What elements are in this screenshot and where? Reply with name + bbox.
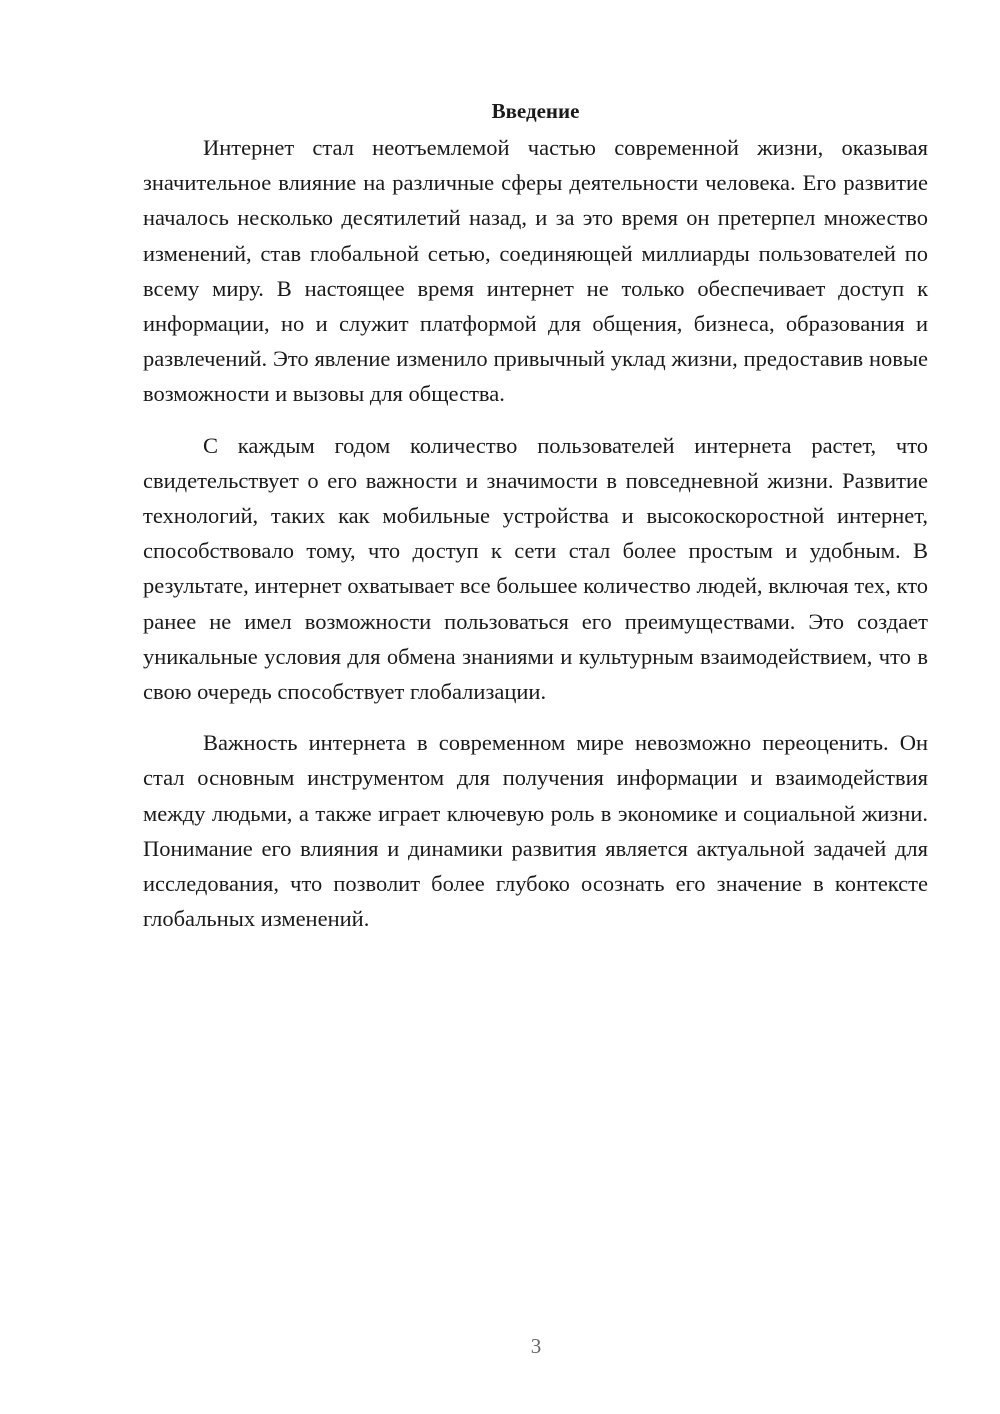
paragraph-3: Важность интернета в современном мире невозможно переоценить. Он стал основным инструментом для получения информации и взаимодействия между людьми, а также играет ключевую роль в экономике и социальной жизни. Понимание его влияния и динамики развития является актуальной задачей для исследования, что позволит более глубоко осознать его значение в контексте глобальных изменений. — [143, 730, 928, 932]
paragraph-1: Интернет стал неотъемлемой частью современной жизни, оказывая значительное влияние на различные сферы деятельности человека. Его развитие началось несколько десятилетий назад, и за это время он претерпел множество изменений, став глобальной сетью, соединяющей миллиарды пользователей по всему миру. В настоящее время интернет не только обеспечивает доступ к информации, но и служит платформой для общения, бизнеса, образования и развлечений. Это явление изменило привычный уклад жизни, предоставив новые возможности и вызовы для общества. — [143, 135, 928, 407]
page-number: 3 — [530, 1334, 542, 1358]
paragraph-2: С каждым годом количество пользователей интернета растет, что свидетельствует о его важности и значимости в повседневной жизни. Развитие технологий, таких как мобильные устройства и высокоскоростной интернет, способствовало тому, что доступ к сети стал более простым и удобным. В результате, интернет охватывает все большее количество людей, включая тех, кто ранее не имел возможности пользоваться его преимуществами. Это создает уникальные условия для обмена знаниями и культурным взаимодействием, что в свою очередь способствует глобализации. — [143, 432, 928, 705]
section-title: Введение — [491, 99, 580, 123]
page-content — [143, 96, 928, 936]
